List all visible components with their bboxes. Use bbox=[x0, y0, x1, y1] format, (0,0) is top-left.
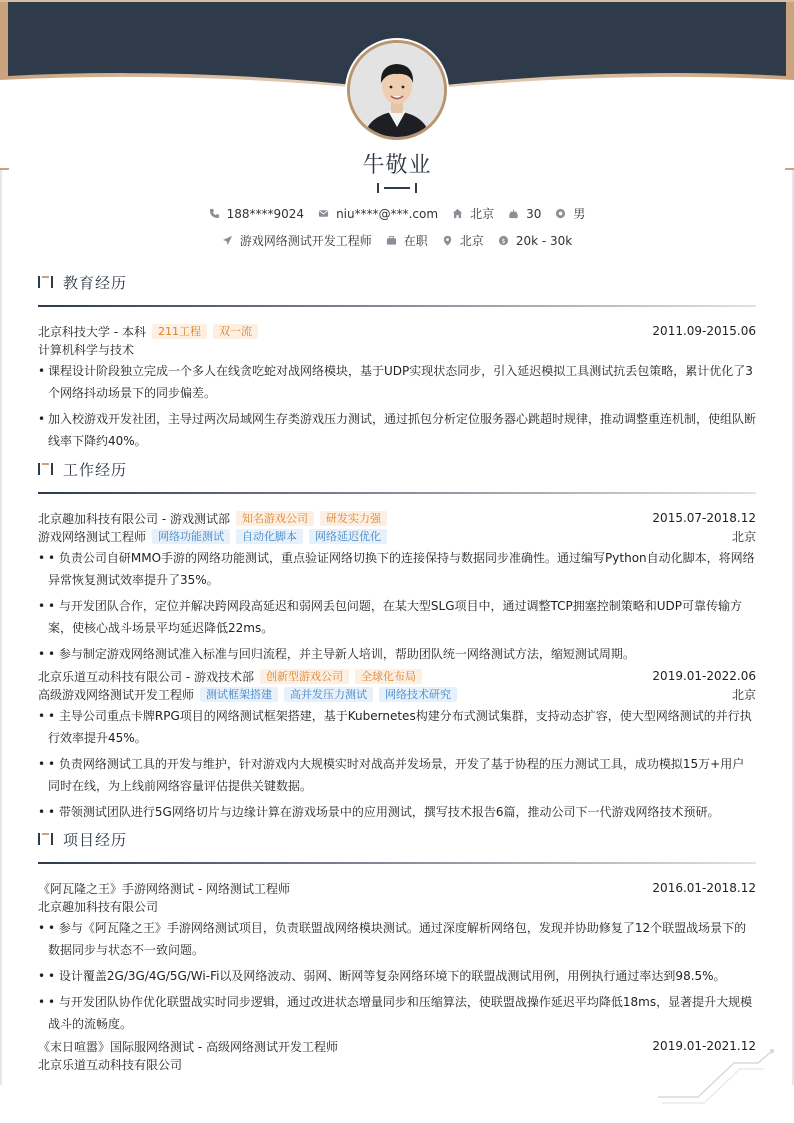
intent-row bbox=[0, 232, 794, 249]
corner-decoration bbox=[658, 1049, 776, 1105]
role-name: 高级游戏网络测试开发工程师 bbox=[38, 687, 195, 702]
mail-icon bbox=[318, 208, 329, 219]
role-tag: 网络功能测试 bbox=[152, 529, 230, 544]
target-role-info bbox=[222, 232, 372, 249]
bullet-item: • 课程设计阶段独立完成一个多人在线贪吃蛇对战网络模块，基于UDP实现状态同步，引入延迟模拟工具测试抗丢包策略，累计优化了3个网络抖动场景下的同步偏差。 bbox=[38, 360, 756, 404]
location-icon bbox=[442, 235, 453, 246]
contact-row bbox=[0, 205, 794, 222]
entry-date: 2016.01-2018.12 bbox=[652, 881, 756, 895]
project-entry bbox=[38, 879, 756, 1035]
city-text: 北京 bbox=[470, 207, 495, 221]
education-entry bbox=[38, 322, 756, 452]
status-text: 在职 bbox=[403, 234, 428, 248]
side-rule bbox=[0, 170, 2, 1085]
major-text: 计算机科学与技术 bbox=[38, 342, 135, 357]
bullet-item: • • 负责网络测试工具的开发与维护，针对游戏内大规模实时对战高并发场景，开发了基于协程的压力测试工具，成功模拟15万+用户同时在线，为上线前网络容量评估提供关键数据。 bbox=[38, 753, 756, 797]
education-section bbox=[38, 271, 756, 452]
gender-text: 男 bbox=[573, 207, 586, 221]
gender-info bbox=[555, 205, 585, 222]
project-company bbox=[38, 1055, 756, 1073]
role-tag: 高并发压力测试 bbox=[284, 687, 373, 702]
phone-text: 188****9024 bbox=[226, 206, 305, 221]
bullet-item: • • 设计覆盖2G/3G/4G/5G/Wi-Fi以及网络波动、弱网、断网等复杂网络环境下的联盟战测试用例，用例执行通过率达到98.5%。 bbox=[38, 965, 756, 987]
gender-icon bbox=[555, 208, 566, 219]
section-divider bbox=[38, 301, 756, 311]
company-tag: 全球化布局 bbox=[355, 669, 422, 684]
role-tag: 网络延迟优化 bbox=[309, 529, 387, 544]
salary-text: 20k - 30k bbox=[515, 233, 573, 248]
entry-header bbox=[38, 879, 756, 897]
bullet-item: • • 负责公司自研MMO手游的网络功能测试，重点验证网络切换下的连接保持与数据同步准确性。通过编写Python自动化脚本，将网络异常恢复测试效率提升了35%。 bbox=[38, 547, 756, 591]
school-tag: 双一流 bbox=[213, 324, 258, 339]
entry-date: 2015.07-2018.12 bbox=[652, 511, 756, 525]
project-company bbox=[38, 897, 756, 915]
entry-header bbox=[38, 667, 756, 685]
section-marker-icon bbox=[38, 275, 55, 289]
salary-info bbox=[498, 234, 572, 248]
entry-header bbox=[38, 509, 756, 527]
phone-icon bbox=[209, 208, 220, 219]
cake-icon bbox=[508, 208, 519, 219]
entry-location: 北京 bbox=[731, 529, 756, 544]
company-name: 北京乐道互动科技有限公司 - 游戏技术部 bbox=[38, 669, 254, 684]
bullet-item: • 加入校游戏开发社团，主导过两次局域网生存类游戏压力测试，通过抓包分析定位服务器心跳超时规律，推动调整重连机制，使组队断线率下降约40%。 bbox=[38, 408, 756, 452]
work-entry bbox=[38, 509, 756, 665]
project-name: 《阿瓦隆之王》手游网络测试 - 网络测试工程师 bbox=[38, 881, 290, 896]
project-company-text: 北京趣加科技有限公司 bbox=[38, 899, 159, 914]
section-marker-icon bbox=[38, 832, 55, 846]
role-row bbox=[38, 527, 756, 545]
city-info bbox=[452, 205, 494, 222]
project-company-text: 北京乐道互动科技有限公司 bbox=[38, 1057, 183, 1072]
company-name: 北京趣加科技有限公司 - 游戏测试部 bbox=[38, 511, 230, 526]
entry-header bbox=[38, 322, 756, 340]
project-name: 《末日喧嚣》国际服网络测试 - 高级网络测试开发工程师 bbox=[38, 1039, 338, 1054]
entry-date: 2019.01-2022.06 bbox=[652, 669, 756, 683]
email-info bbox=[318, 207, 438, 221]
project-entry bbox=[38, 1037, 756, 1073]
company-tag: 研发实力强 bbox=[320, 511, 387, 526]
section-header bbox=[38, 271, 756, 293]
project-section bbox=[38, 828, 756, 1073]
section-divider bbox=[38, 488, 756, 498]
role-tag: 自动化脚本 bbox=[236, 529, 303, 544]
section-divider bbox=[38, 858, 756, 868]
bullet-item: • • 与开发团队协作优化联盟战实时同步逻辑，通过改进状态增量同步和压缩算法，使联盟战操作延迟平均降低18ms，显著提升大规模战斗的流畅度。 bbox=[38, 991, 756, 1035]
section-header bbox=[38, 458, 756, 480]
send-icon bbox=[222, 235, 233, 246]
avatar bbox=[347, 40, 447, 140]
section-title: 教育经历 bbox=[63, 273, 128, 292]
school-tag: 211工程 bbox=[152, 324, 207, 339]
home-icon bbox=[452, 208, 463, 219]
section-marker-icon bbox=[38, 462, 55, 476]
work-section bbox=[38, 458, 756, 823]
section-header bbox=[38, 828, 756, 850]
company-tag: 知名游戏公司 bbox=[236, 511, 314, 526]
company-tag: 创新型游戏公司 bbox=[260, 669, 349, 684]
name-divider bbox=[377, 183, 417, 193]
work-entry bbox=[38, 667, 756, 823]
bullet-item: • • 参与制定游戏网络测试准入标准与回归流程，并主导新人培训，帮助团队统一网络测试方法，缩短测试周期。 bbox=[38, 643, 756, 665]
briefcase-icon bbox=[386, 235, 397, 246]
avatar-photo bbox=[350, 43, 444, 137]
target-role-text: 游戏网络测试开发工程师 bbox=[239, 234, 372, 248]
school-name: 北京科技大学 - 本科 bbox=[38, 324, 146, 339]
target-city-info bbox=[442, 232, 484, 249]
section-title: 项目经历 bbox=[63, 830, 128, 849]
bullet-item: • • 参与《阿瓦隆之王》手游网络测试项目，负责联盟战网络模块测试。通过深度解析网络包，发现并协助修复了12个联盟战场景下的数据同步与状态不一致问题。 bbox=[38, 917, 756, 961]
target-city-text: 北京 bbox=[459, 234, 484, 248]
entry-header bbox=[38, 1037, 756, 1055]
phone-info bbox=[209, 207, 304, 221]
bullet-item: • • 带领测试团队进行5G网络切片与边缘计算在游戏场景中的应用测试，撰写技术报告6篇，推动公司下一代游戏网络技术预研。 bbox=[38, 801, 756, 823]
svg-text:$: $ bbox=[501, 236, 506, 245]
status-info bbox=[386, 232, 428, 249]
bullet-item: • • 主导公司重点卡牌RPG项目的网络测试框架搭建，基于Kubernetes构建分布式测试集群，支持动态扩容，使大型网络测试的并行执行效率提升45%。 bbox=[38, 705, 756, 749]
role-name: 游戏网络测试工程师 bbox=[38, 529, 147, 544]
entry-date: 2011.09-2015.06 bbox=[652, 324, 756, 338]
age-info bbox=[508, 207, 541, 221]
email-text: niu****@***.com bbox=[336, 206, 439, 221]
major bbox=[38, 340, 756, 358]
role-tag: 测试框架搭建 bbox=[200, 687, 278, 702]
entry-location: 北京 bbox=[731, 687, 756, 702]
age-text: 30 bbox=[526, 206, 542, 221]
candidate-name: 牛敬业 bbox=[362, 153, 432, 178]
money-icon bbox=[498, 235, 509, 246]
entry-date: 2019.01-2021.12 bbox=[652, 1039, 756, 1053]
section-title: 工作经历 bbox=[63, 460, 128, 479]
bullet-item: • • 与开发团队合作，定位并解决跨网段高延迟和弱网丢包问题，在某大型SLG项目中，通过调整TCP拥塞控制策略和UDP可靠传输方案，使核心战斗场景平均延迟降低22ms。 bbox=[38, 595, 756, 639]
role-tag: 网络技术研究 bbox=[379, 687, 457, 702]
role-row bbox=[38, 685, 756, 703]
